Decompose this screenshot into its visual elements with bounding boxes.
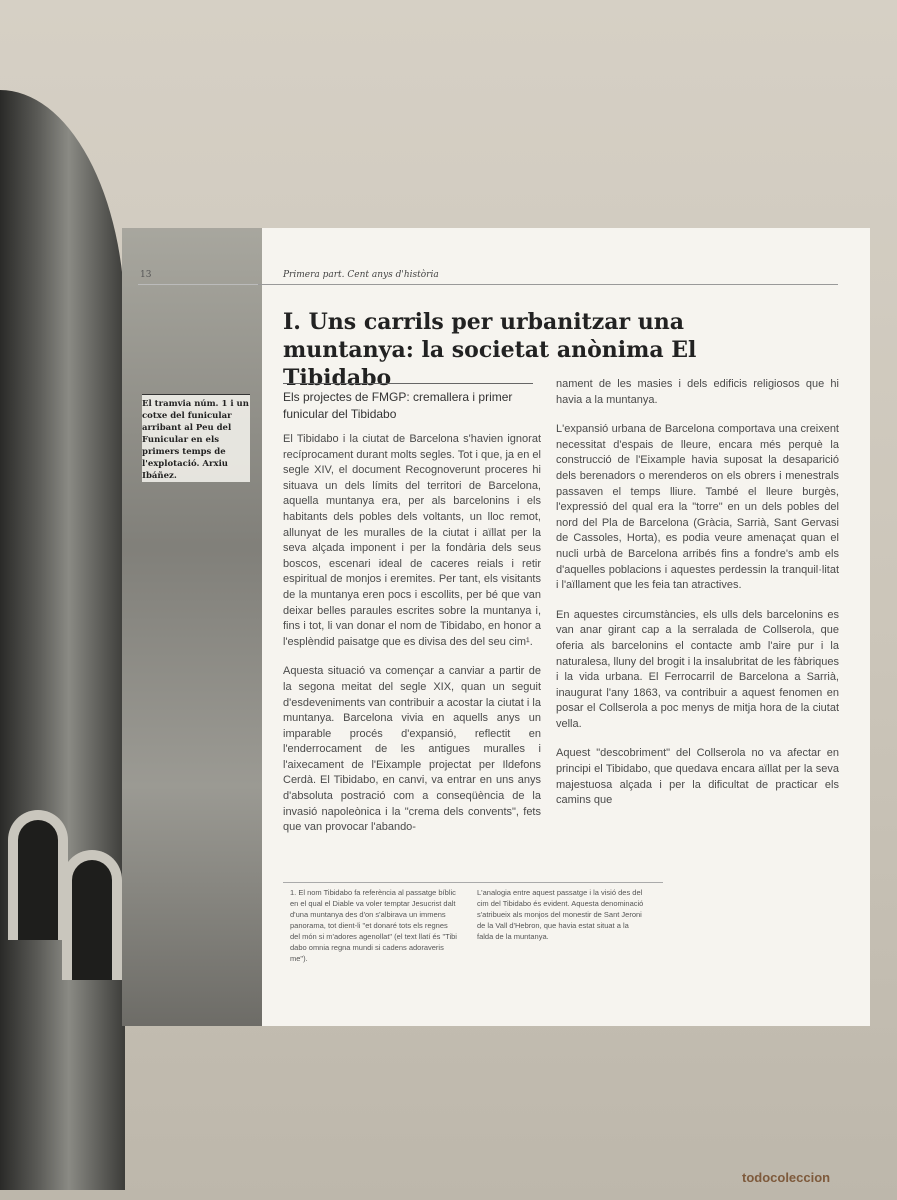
paragraph: Aquest "descobriment" del Collserola no va afectar en principi el Tibidabo, que quedava encara aïllat per la seva majestuosa alçada i per la dificultat de practicar els camins que xyxy=(556,747,839,807)
page-number: 13 xyxy=(140,270,152,280)
photo-caption: El tramvia núm. 1 i un cotxe del funicular arribant al Peu del Funicular en els primers temps de l'explotació. Arxiu Ibáñez. xyxy=(142,394,250,482)
text-column-2 xyxy=(556,377,839,823)
paragraph: L'expansió urbana de Barcelona comportava una creixent necessitat d'espais de lleure, encara més perquè la construcció de l'Eixample havia suposat la desaparició dels berenadors o merenderos on els obrers i menestrals passaven el temps lliure. També el lleure burgès, l'expressió del qual era la "torre" en un dels pobles del nord del Pla de Barcelona (Gràcia, Sarrià, Sant Gervasi de Cassoles, Horta), es podia veure amenaçat quan el nucli urbà de Barcelona arribés fins a fondre's amb els d'aquelles poblacions i aquestes perdessin la tranquil·litat i l'aïllament que les feia tan atractives. xyxy=(556,423,839,592)
header-rule xyxy=(258,284,838,285)
watermark-logo: todocoleccion xyxy=(742,1170,831,1185)
running-head: Primera part. Cent anys d'història xyxy=(283,270,439,280)
text-column-1 xyxy=(283,432,541,850)
paragraph: En aquestes circumstàncies, els ulls dels barcelonins es van anar girant cap a la serralada de Collserola, que oferia als barcelonins el contacte amb l'aire pur i la naturalesa, lluny del brogit i la insalubritat de les fàbriques i la vida urbana. El Ferrocarril de Barcelona a Sarrià, inaugurat l'any 1863, va contribuir a aquest fenomen en posar el Collserola a poc menys de mitja hora de la ciutat vella. xyxy=(556,608,839,730)
left-page-photo xyxy=(0,90,125,1190)
photo-arch xyxy=(8,810,68,940)
header-rule-left xyxy=(138,284,258,285)
footnote-rule xyxy=(283,882,663,883)
chapter-title: I. Uns carrils per urbanitzar una muntanya: la societat anònima El Tibidabo xyxy=(283,309,697,391)
photo-strip xyxy=(122,228,262,1026)
paragraph: Aquesta situació va començar a canviar a partir de la segona meitat del segle XIX, quan un seguit d'esdeveniments van contribuir a acostar la ciutat i la muntanya. Barcelona vivia en aquells anys un imparable procés d'expansió, reflectit en l'enderrocament de les antigues muralles i l'aixecament de l'Eixample projectat per Ildefons Cerdà. El Tibidabo, en canvi, va entrar en uns anys d'absoluta postració com a conseqüència de la invasió napoleònica i la "crema dels convents", fets que van provocar l'abando- xyxy=(283,665,541,834)
footnote-1: 1. El nom Tibidabo fa referència al passatge bíblic en el qual el Diable va voler temptar Jesucrist dalt d'una muntanya des d'on s'albirava un immens panorama, tot dient-li "et donaré tots els regnes del món si m'adores agenollat" (el text llatí és "Tibi dabo omnia regna mundi si cadens adoraveris me"). xyxy=(290,888,457,963)
section-subheading: Els projectes de FMGP: cremallera i primer funicular del Tibidabo xyxy=(283,383,533,423)
paragraph: nament de les masies i dels edificis religiosos que hi havia a la muntanya. xyxy=(556,378,839,406)
photo-arch xyxy=(62,850,122,980)
footnote-2: L'analogia entre aquest passatge i la visió des del cim del Tibidabo és evident. Aquesta denominació s'atribueix als monjos del monestir de Sant Jeroni de la Vall d'Hebron, que havia estat situat a la falda de la muntanya. xyxy=(477,888,644,941)
paragraph: El Tibidabo i la ciutat de Barcelona s'havien ignorat recíprocament durant molts segles. Tot i que, ja en el segle XIV, el document Recognoverunt proceres hi situava un dels límits del territori de Barcelona, aquella muntanya era, per als barcelonins i els habitants dels pobles dels voltants, un lloc remot, allunyat de les muralles de la ciutat i aïllat per la seva alçada imponent i per la fondària dels seus boscos, escenari ideal de caceres reials i retir espiritual de monjos i eremites. Per tant, els visitants de la muntanya eren pocs i escollits, per bé que van deixar belles paraules escrites sobre la muntanya i, fins i tot, li van donar el nom de Tibidabo, en honor a l'esplèndid paisatge que es divisa des del seu cim¹. xyxy=(283,433,541,648)
